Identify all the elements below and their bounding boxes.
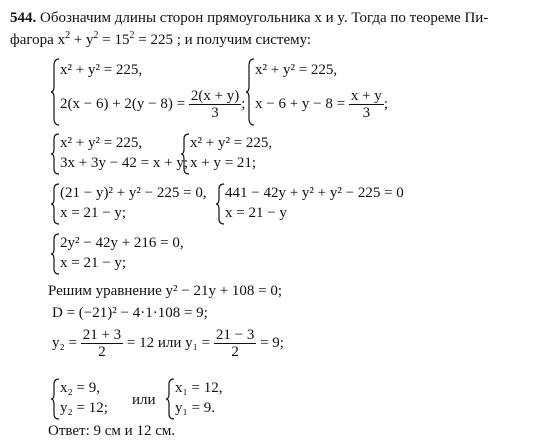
system-5-row-2: x = 21 − y; [60,205,127,221]
system-2-row-1: x² + y² = 225, [255,62,338,78]
y2-num: 21 + 3 [82,327,122,343]
brace-icon [50,133,60,175]
final-2-row-2: y₁ = 9. [175,400,215,416]
system-7 [50,233,230,275]
system-6 [215,183,445,225]
system-6-row-2: x = 21 − y [225,205,287,221]
s2-left: x − 6 + y − 8 = [255,95,346,112]
roots-line [52,327,284,367]
s1-fraction [189,88,241,121]
intro-text-1: Обозначим длины сторон прямоугольника x и y. Тогда по теореме Пи- [40,10,489,26]
system-2-row-2 [255,88,388,121]
system-3-row-2: 3x + 3y − 42 = x + y; [60,155,189,171]
system-1 [50,58,250,126]
s2-tail: ; [383,95,388,112]
y1-tail: = 9; [260,334,284,351]
y1-num: 21 − 3 [215,327,255,343]
system-4-row-1: x² + y² = 225, [190,135,273,151]
brace-icon [165,378,175,420]
system-4-row-2: x + y = 21; [190,155,257,171]
y2-fraction [81,327,123,360]
y1-fraction [214,327,256,360]
brace-icon [50,183,60,225]
system-1-row-1: x² + y² = 225, [60,62,143,78]
final-system-2 [165,378,245,420]
s1-den: 3 [211,105,219,121]
final-2-row-1: x₁ = 12, [175,380,223,396]
problem-intro-line-2: фагора $x^2 + y^2 = 15^2 = 225$ ; и получим систему: [10,30,312,48]
problem-number: 544. [10,10,37,26]
or-label: или [132,392,156,408]
system-5-row-1: (21 − y)² + y² − 225 = 0, [60,185,207,201]
brace-icon [50,58,60,126]
problem-intro-line-1 [10,10,488,27]
system-6-row-1: 441 − 42y + y² + y² − 225 = 0 [225,185,404,201]
y2-left: y₂ = [52,334,77,351]
y2-tail: = 12 или y₁ = [126,334,211,351]
system-1-row-2 [60,88,245,121]
intro-d: = 225 ; и получим систему: [134,32,312,48]
final-1-row-2: y₂ = 12; [60,400,108,416]
discriminant-line: D = (−21)² − 4·1·108 = 9; [52,305,208,321]
final-1-row-1: x₂ = 9, [60,380,100,396]
intro-b: + y [70,32,94,48]
system-4 [180,133,320,175]
brace-icon [50,233,60,275]
system-2 [245,58,405,126]
brace-icon [180,133,190,175]
s2-fraction [349,88,384,121]
s2-num: x + y [350,88,382,104]
y1-den: 2 [231,344,239,360]
brace-icon [215,183,225,225]
system-7-row-2: x = 21 − y; [60,255,127,271]
s1-left: 2(x − 6) + 2(y − 8) = [60,95,186,112]
y2-den: 2 [98,344,106,360]
intro-a: фагора x [10,32,66,48]
system-7-row-1: 2y² − 42y + 216 = 0, [60,235,184,251]
brace-icon [50,378,60,420]
s1-tail: ; [241,95,246,112]
system-5 [50,183,220,225]
s2-den: 3 [362,105,371,121]
system-3-row-1: x² + y² = 225, [60,135,143,151]
intro-c: = 15 [98,32,130,48]
answer-line: Ответ: 9 см и 12 см. [48,423,176,439]
final-system-1 [50,378,130,420]
brace-icon [245,58,255,126]
equation-line: Решим уравнение y² − 21y + 108 = 0; [48,283,283,299]
s1-num: 2(x + y) [190,88,240,104]
